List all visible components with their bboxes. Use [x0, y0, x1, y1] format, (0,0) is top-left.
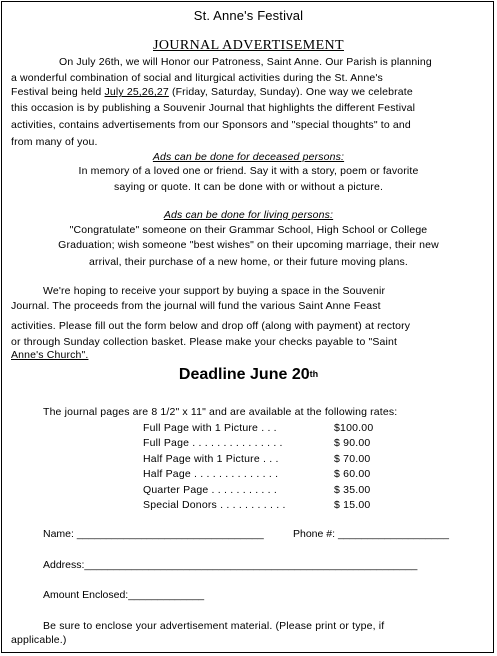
deadline-notice — [0, 366, 497, 384]
deadline-text: Deadline June 20 — [178, 366, 310, 383]
address-field[interactable]: Address:_________________________________________________________ — [43, 559, 418, 571]
rate-label: Full Page . . . . . . . . . . . . . . . — [143, 437, 283, 449]
festival-title: St. Anne's Festival — [193, 8, 304, 23]
living-line-2: Graduation; wish someone "best wishes" on their upcoming marriage, their new — [58, 239, 439, 251]
living-heading: Ads can be done for living persons: — [163, 209, 334, 221]
intro-line-3-pre: Festival being held — [11, 86, 105, 98]
intro-line-1: On July 26th, we will Honor our Patroness, Saint Anne. Our Parish is planning — [59, 56, 432, 68]
support-line-3: activities. Please fill out the form below and drop off (along with payment) at rectory — [11, 320, 411, 332]
living-line-1: "Congratulate" someone on their Grammar School, High School or College — [69, 224, 428, 236]
name-field[interactable]: Name: ________________________________ — [43, 528, 264, 540]
support-line-4: or through Sunday collection basket. Please make your checks payable to "Saint — [11, 336, 398, 348]
rate-label: Half Page . . . . . . . . . . . . . . — [143, 468, 279, 480]
rate-label: Special Donors . . . . . . . . . . . — [143, 499, 286, 511]
rate-price: $ 35.00 — [334, 484, 371, 496]
rate-price: $ 15.00 — [334, 499, 371, 511]
intro-line-5: activities, contains advertisements from our Sponsors and "special thoughts" to and — [11, 119, 411, 131]
page-heading: JOURNAL ADVERTISEMENT — [153, 38, 344, 53]
festival-dates: July 25,26,27 — [104, 86, 169, 98]
deadline-suffix: th — [309, 369, 319, 379]
living-line-3: arrival, their purchase of a new home, or their future moving plans. — [89, 256, 408, 268]
rate-label: Quarter Page . . . . . . . . . . . — [143, 484, 278, 496]
deceased-heading: Ads can be done for deceased persons: — [152, 151, 345, 163]
rate-price: $ 90.00 — [334, 437, 371, 449]
rate-price: $ 70.00 — [334, 453, 371, 465]
intro-line-3-post: (Friday, Saturday, Sunday). One way we celebrate — [168, 86, 413, 98]
intro-line-4: this occasion is by publishing a Souvenir Journal that highlights the different Festival — [11, 102, 416, 114]
deceased-line-1: In memory of a loved one or friend. Say it with a story, poem or favorite — [78, 165, 419, 177]
support-line-2: Journal. The proceeds from the journal will fund the various Saint Anne Feast — [11, 300, 381, 312]
intro-line-6: from many of you. — [11, 136, 98, 148]
rate-price: $ 60.00 — [334, 468, 371, 480]
phone-field[interactable]: Phone #: ___________________ — [293, 528, 449, 540]
rate-label: Full Page with 1 Picture . . . — [143, 422, 277, 434]
footer-line-1: Be sure to enclose your advertisement material. (Please print or type, if — [43, 620, 385, 632]
intro-line-3 — [11, 86, 413, 99]
support-line-5: Anne's Church". — [11, 349, 89, 361]
amount-enclosed-field[interactable]: Amount Enclosed:_____________ — [43, 589, 205, 601]
rates-intro: The journal pages are 8 1/2" x 11" and are available at the following rates: — [43, 406, 398, 418]
footer-line-2: applicable.) — [11, 634, 67, 646]
deceased-line-2: saying or quote. It can be done with or without a picture. — [113, 181, 384, 193]
rate-price: $100.00 — [334, 422, 374, 434]
rate-label: Half Page with 1 Picture . . . — [143, 453, 279, 465]
support-line-1: We're hoping to receive your support by buying a space in the Souvenir — [43, 285, 386, 297]
intro-line-2: a wonderful combination of social and liturgical activities during the St. Anne's — [11, 72, 383, 84]
